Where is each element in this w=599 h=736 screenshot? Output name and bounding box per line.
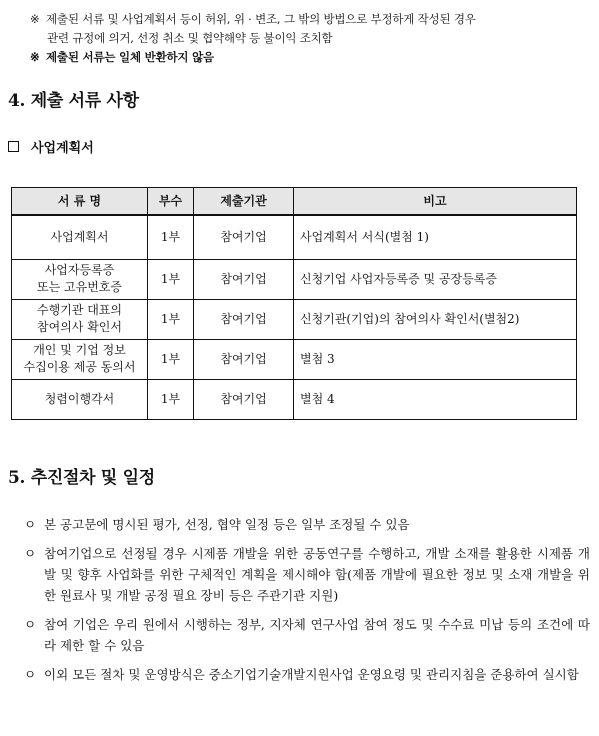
cell-document-name: 사업자등록증 또는 고유번호증 xyxy=(12,259,148,299)
header-copies: 부수 xyxy=(148,188,194,216)
notice-line-1 xyxy=(30,10,476,29)
cell-remarks: 신청기관(기업)의 참여의사 확인서(별첨2) xyxy=(294,299,577,339)
cell-document-name: 개인 및 기업 정보 수집이용 제공 동의서 xyxy=(12,339,148,379)
table-row xyxy=(12,379,577,419)
notice-line-2: 관련 규정에 의거, 선정 취소 및 협약해약 등 불이익 조치함 xyxy=(47,31,333,45)
section-4-heading: 4. 제출 서류 사항 xyxy=(8,91,139,111)
header-document-name: 서 류 명 xyxy=(12,188,148,216)
reference-mark: ※ xyxy=(30,50,40,64)
circle-bullet-icon: ㅇ xyxy=(24,667,37,682)
circle-bullet-icon: ㅇ xyxy=(24,617,37,632)
cell-submitter: 참여기업 xyxy=(194,259,294,299)
cell-submitter: 참여기업 xyxy=(194,299,294,339)
section-5-heading: 5. 추진절차 및 일정 xyxy=(8,468,155,488)
circle-bullet-icon: ㅇ xyxy=(24,546,37,561)
list-item-text: 이외 모든 절차 및 운영방식은 중소기업기술개발지원사업 운영요령 및 관리지침을 준용하여 실시함 xyxy=(44,667,579,682)
list-item xyxy=(24,543,590,606)
cell-document-name: 수행기관 대표의 참여의사 확인서 xyxy=(12,299,148,339)
cell-submitter: 참여기업 xyxy=(194,339,294,379)
table-row xyxy=(12,259,577,299)
cell-remarks: 별첨 4 xyxy=(294,379,577,419)
cell-remarks: 신청기업 사업자등록증 및 공장등록증 xyxy=(294,259,577,299)
table-row xyxy=(12,339,577,379)
cell-copies: 1부 xyxy=(148,379,194,419)
cell-document-name: 청렴이행각서 xyxy=(12,379,148,419)
list-item-text: 참여 기업은 우리 원에서 시행하는 정부, 지자체 연구사업 참여 정도 및 수수료 미납 등의 조건에 따라 제한 할 수 있음 xyxy=(44,617,590,653)
cell-remarks: 별첨 3 xyxy=(294,339,577,379)
list-item xyxy=(24,614,590,656)
cell-document-name: 사업계획서 xyxy=(12,215,148,259)
procedure-list xyxy=(24,514,590,693)
subsection-title: 사업계획서 xyxy=(31,141,94,156)
circle-bullet-icon: ㅇ xyxy=(24,517,37,532)
cell-copies: 1부 xyxy=(148,299,194,339)
cell-copies: 1부 xyxy=(148,339,194,379)
cell-remarks: 사업계획서 서식(별첨 1) xyxy=(294,215,577,259)
cell-copies: 1부 xyxy=(148,215,194,259)
square-bullet-icon xyxy=(8,141,19,152)
cell-copies: 1부 xyxy=(148,259,194,299)
list-item xyxy=(24,514,590,535)
header-remarks: 비고 xyxy=(294,188,577,216)
header-submitter: 제출기관 xyxy=(194,188,294,216)
list-item-text: 본 공고문에 명시된 평가, 선정, 협약 일정 등은 일부 조정될 수 있음 xyxy=(44,517,410,532)
list-item-text: 참여기업으로 선정될 경우 시제품 개발을 위한 공동연구를 수행하고, 개발 소재를 활용한 시제품 개발 및 향후 사업화를 위한 구체적인 계획을 제시해야 함(제품 개발에 필요한 정보 및 소재 개발을 위한 원료사 및 개발 공정 필요 장비 등은 주관기관 지원) xyxy=(44,546,590,603)
notice-text: 제출된 서류 및 사업계획서 등이 허위, 위 · 변조, 그 밖의 방법으로 부정하게 작성된 경우 xyxy=(46,12,476,26)
subsection-heading xyxy=(8,137,94,156)
notice-line-3 xyxy=(30,48,214,67)
list-item xyxy=(24,664,590,685)
documents-table xyxy=(11,187,577,420)
notice-text: 제출된 서류는 일체 반환하지 않음 xyxy=(46,50,214,64)
reference-mark: ※ xyxy=(30,12,40,26)
table-row xyxy=(12,215,577,259)
table-header-row xyxy=(12,188,577,216)
cell-submitter: 참여기업 xyxy=(194,215,294,259)
table-row xyxy=(12,299,577,339)
cell-submitter: 참여기업 xyxy=(194,379,294,419)
